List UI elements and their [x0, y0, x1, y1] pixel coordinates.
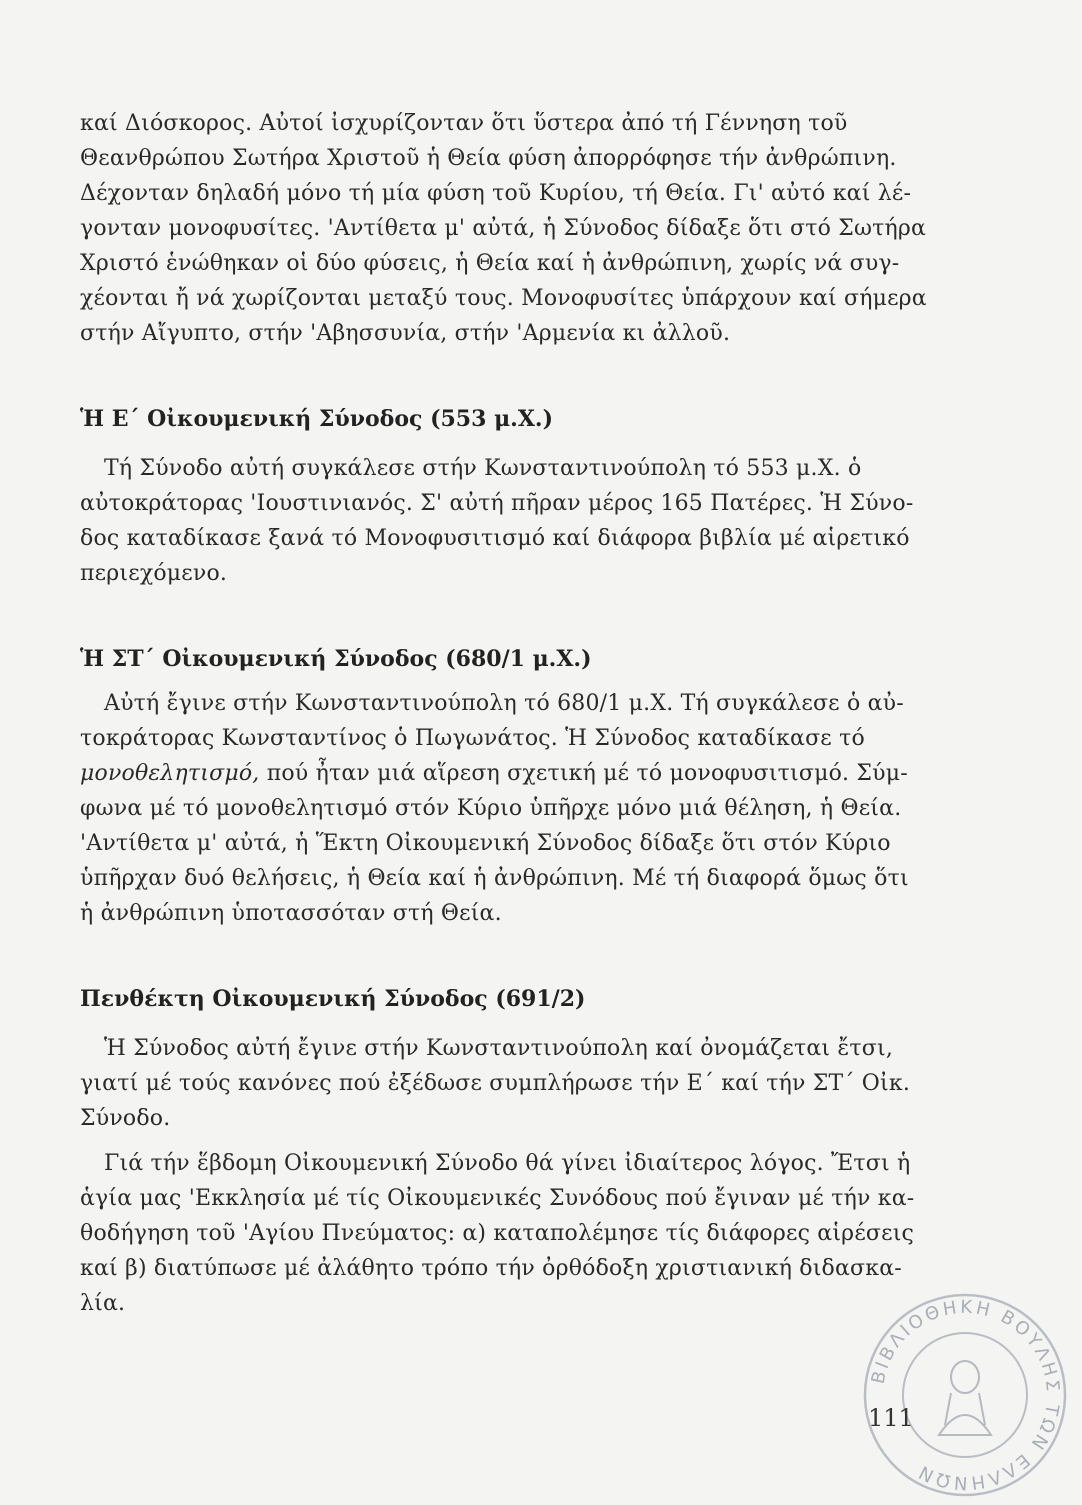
- text-span: πού ἦταν μιά αἵρεση σχετική μέ τό μονοφυσιτισμό. Σύμ-: [259, 761, 908, 786]
- text-line: Χριστό ἑνώθηκαν οἱ δύο φύσεις, ἡ Θεία καί ἡ ἀνθρώπινη, χωρίς νά συγ-: [80, 251, 900, 276]
- text-line: Θεανθρώπου Σωτήρα Χριστοῦ ἡ Θεία φύση ἀπορρόφησε τήν ἀνθρώπινη.: [80, 146, 897, 171]
- text-line: στήν Αἴγυπτο, στήν 'Αβησσυνία, στήν 'Αρμενία κι ἀλλοῦ.: [80, 321, 731, 346]
- section-heading-sixth-council: Ἡ ΣΤ΄ Οἰκουμενική Σύνοδος (680/1 μ.Χ.): [80, 646, 592, 672]
- text-line: γονταν μονοφυσίτες. 'Αντίθετα μ' αὐτά, ἡ Σύνοδος δίδαξε ὅτι στό Σωτήρα: [80, 216, 927, 241]
- text-line: Δέχονταν δηλαδή μόνο τή μία φύση τοῦ Κυρίου, τή Θεία. Γι' αὐτό καί λέ-: [80, 181, 912, 206]
- text-line: 'Αντίθετα μ' αὐτά, ἡ Ἕκτη Οἰκουμενική Σύνοδος δίδαξε ὅτι στόν Κύριο: [80, 831, 891, 856]
- text-line: φωνα μέ τό μονοθελητισμό στόν Κύριο ὑπῆρχε μόνο μιά θέληση, ἡ Θεία.: [80, 796, 902, 821]
- stamp-text: ΒΙΒΛΙΟΘΗΚΗ ΒΟΥΛΗΣ ΤΩΝ ΕΛΛΗΝΩΝ: [867, 1296, 1064, 1494]
- text-line: Σύνοδο.: [80, 1106, 171, 1131]
- text-line: Γιά τήν ἕβδομη Οἰκουμενική Σύνοδο θά γίνει ἰδιαίτερος λόγος. Ἔτσι ἡ: [104, 1151, 911, 1176]
- library-stamp: [855, 1285, 1075, 1505]
- text-line: Τή Σύνοδο αὐτή συγκάλεσε στήν Κωνσταντινούπολη τό 553 μ.Χ. ὁ: [104, 456, 862, 481]
- text-line: [80, 760, 910, 788]
- text-line: καί β) διατύπωσε μέ ἀλάθητο τρόπο τήν ὀρθόδοξη χριστιανική διδασκα-: [80, 1256, 902, 1281]
- text-line: γιατί μέ τούς κανόνες πού ἐξέδωσε συμπλήρωσε τήν Ε΄ καί τήν ΣΤ΄ Οἰκ.: [80, 1071, 911, 1096]
- text-line: καί Διόσκορος. Αὐτοί ἰσχυρίζονταν ὅτι ὕστερα ἀπό τή Γέννηση τοῦ: [80, 111, 848, 136]
- text-line: Αὐτή ἔγινε στήν Κωνσταντινούπολη τό 680/1 μ.Χ. Τή συγκάλεσε ὁ αὐ-: [104, 691, 904, 716]
- svg-text:ΒΙΒΛΙΟΘΗΚΗ ΒΟΥΛΗΣ ΤΩΝ ΕΛΛΗΝΩΝ: [868, 1297, 1064, 1494]
- text-line: τοκράτορας Κωνσταντίνος ὁ Πωγωνάτος. Ἡ Σύνοδος καταδίκασε τό: [80, 726, 865, 751]
- text-line: Ἡ Σύνοδος αὐτή ἔγινε στήν Κωνσταντινούπολη καί ὀνομάζεται ἔτσι,: [104, 1036, 894, 1061]
- text-line: λία.: [80, 1291, 126, 1316]
- text-line: αὐτοκράτορας 'Ιουστινιανός. Σ' αὐτή πῆραν μέρος 165 Πατέρες. Ἡ Σύνο-: [80, 491, 914, 516]
- section-heading-fifth-council: Ἡ Ε΄ Οἰκουμενική Σύνοδος (553 μ.Χ.): [80, 406, 553, 432]
- text-line: δος καταδίκασε ξανά τό Μονοφυσιτισμό καί διάφορα βιβλία μέ αἱρετικό: [80, 526, 910, 551]
- text-line: χέονται ἤ νά χωρίζονται μεταξύ τους. Μονοφυσίτες ὑπάρχουν καί σήμερα: [80, 286, 927, 311]
- text-line: περιεχόμενο.: [80, 561, 228, 586]
- page-number: 111: [868, 1404, 914, 1432]
- text-line: ἡ ἀνθρώπινη ὑποτασσόταν στή Θεία.: [80, 901, 502, 926]
- text-line: ἁγία μας 'Εκκλησία μέ τίς Οἰκουμενικές Συνόδους πού ἔγιναν μέ τήν κα-: [80, 1186, 915, 1211]
- text-line: θοδήγηση τοῦ 'Αγίου Πνεύματος: α) καταπολέμησε τίς διάφορες αἱρέσεις: [80, 1221, 915, 1246]
- italic-term: μονοθελητισμό,: [80, 761, 260, 786]
- section-heading-quinisext-council: Πενθέκτη Οἰκουμενική Σύνοδος (691/2): [80, 986, 586, 1012]
- text-line: ὑπῆρχαν δυό θελήσεις, ἡ Θεία καί ἡ ἀνθρώπινη. Μέ τή διαφορά ὅμως ὅτι: [80, 866, 909, 891]
